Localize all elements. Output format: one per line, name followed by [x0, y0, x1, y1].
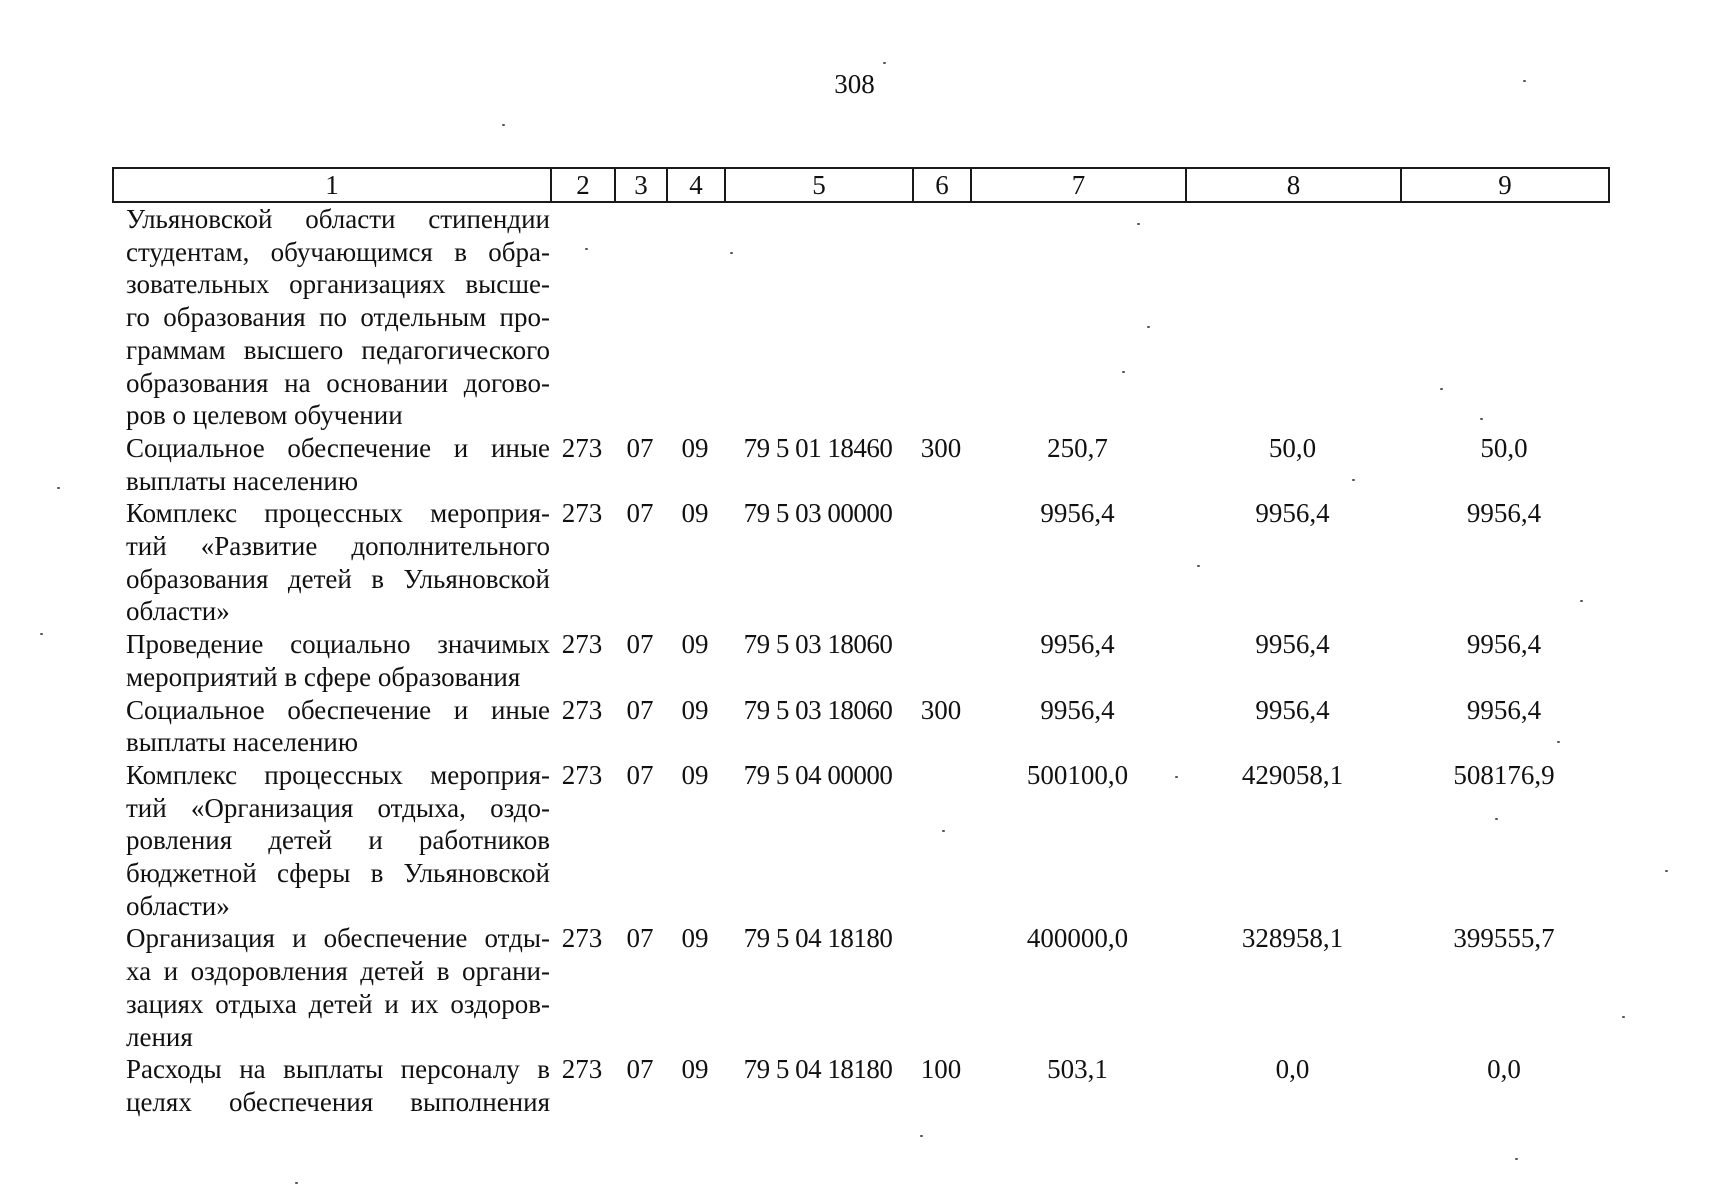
- scan-speck: [1122, 371, 1125, 373]
- subsection-code: 09: [681, 498, 709, 529]
- scan-speck: [942, 830, 945, 832]
- amount-col-7: 9956,4: [1040, 694, 1115, 725]
- table-row: [112, 922, 1622, 1053]
- column-header-4: 4: [667, 168, 725, 202]
- section-code: 07: [626, 759, 654, 790]
- admin-code: 273: [561, 759, 603, 790]
- row-name: [112, 1053, 550, 1118]
- column-header-2: 2: [551, 168, 615, 202]
- scan-speck: [1495, 818, 1498, 820]
- section-code: 07: [626, 923, 654, 954]
- row-name-line: студентам, обучающимся в обра-: [126, 236, 550, 267]
- target-article-code: 79 5 03 18060: [743, 694, 893, 725]
- row-name: [112, 628, 550, 693]
- row-name: [112, 497, 550, 628]
- row-name-line: го образования по отдельным про-: [126, 302, 550, 333]
- target-article-code: 79 5 04 00000: [743, 759, 893, 790]
- admin-code: 273: [561, 629, 603, 660]
- row-name-line: зациях отдыха детей и их оздоров-: [126, 988, 550, 1019]
- row-name-line: образования на основании догово-: [126, 367, 550, 398]
- admin-code: 273: [561, 694, 603, 725]
- amount-col-9: 399555,7: [1453, 923, 1555, 954]
- column-header-row: [112, 167, 1610, 203]
- row-name: [112, 759, 550, 923]
- admin-code: 273: [561, 498, 603, 529]
- target-article-code: 79 5 04 18180: [743, 1054, 893, 1085]
- scan-speck: [1480, 418, 1483, 420]
- row-name-line: тий «Развитие дополнительного: [126, 531, 550, 562]
- section-code: 07: [626, 498, 654, 529]
- amount-col-9: 9956,4: [1466, 694, 1542, 725]
- column-header-1: 1: [113, 168, 551, 202]
- row-name-line: ха и оздоровления детей в органи-: [126, 956, 550, 987]
- scan-speck: [1197, 565, 1200, 567]
- row-name-line: Расходы на выплаты персоналу в: [126, 1054, 550, 1085]
- row-name-line: Комплекс процессных мероприя-: [126, 759, 550, 790]
- target-article-code: 79 5 03 00000: [743, 498, 893, 529]
- scan-speck: [1515, 1158, 1518, 1160]
- table-row: [112, 628, 1622, 693]
- scan-speck: [295, 1182, 298, 1184]
- budget-table-body: [112, 203, 1622, 1119]
- amount-col-9: 9956,4: [1466, 498, 1542, 529]
- table-row: [112, 432, 1622, 497]
- amount-col-9: 50,0: [1480, 432, 1528, 463]
- row-name-line: зовательных организациях высше-: [126, 269, 550, 300]
- scan-speck: [1147, 326, 1150, 328]
- table-row: [112, 1053, 1622, 1118]
- expense-type-code: 100: [920, 1054, 962, 1085]
- subsection-code: 09: [681, 629, 709, 660]
- column-header-3: 3: [615, 168, 667, 202]
- table-row: [112, 203, 1622, 432]
- expense-type-code: 300: [920, 694, 962, 725]
- row-name: [112, 203, 550, 432]
- page-number: 308: [834, 69, 875, 99]
- row-name-line: области»: [126, 890, 230, 921]
- amount-col-7: 400000,0: [1026, 923, 1129, 954]
- row-name-line: выплаты населению: [126, 727, 359, 758]
- row-name-line: Социальное обеспечение и иные: [126, 432, 550, 463]
- amount-col-7: 250,7: [1047, 432, 1108, 463]
- table-row: [112, 759, 1622, 923]
- scan-speck: [1440, 388, 1443, 390]
- target-article-code: 79 5 03 18060: [743, 629, 893, 660]
- scan-speck: [57, 487, 60, 489]
- target-article-code: 79 5 01 18460: [743, 432, 893, 463]
- row-name-line: образования детей в Ульяновской: [126, 563, 550, 594]
- row-name-line: мероприятий в сфере образования: [126, 661, 521, 692]
- amount-col-8: 9956,4: [1255, 694, 1330, 725]
- row-name-line: граммам высшего педагогического: [126, 334, 550, 365]
- scan-speck: [40, 633, 43, 635]
- scan-speck: [1557, 741, 1560, 743]
- amount-col-9: 508176,9: [1453, 759, 1555, 790]
- row-name-line: бюджетной сферы в Ульяновской: [126, 858, 550, 889]
- scan-speck: [1175, 776, 1178, 778]
- row-name: [112, 922, 550, 1053]
- row-name-line: области»: [126, 596, 230, 627]
- column-header-8: 8: [1186, 168, 1401, 202]
- row-name-line: тий «Организация отдыха, оздо-: [126, 792, 550, 823]
- subsection-code: 09: [681, 694, 709, 725]
- scan-speck: [883, 62, 886, 64]
- row-name-line: Проведение социально значимых: [126, 629, 550, 660]
- scan-speck: [920, 1135, 923, 1137]
- section-code: 07: [626, 629, 654, 660]
- admin-code: 273: [561, 923, 603, 954]
- row-name-line: Комплекс процессных мероприя-: [126, 498, 550, 529]
- section-code: 07: [626, 1054, 654, 1085]
- table-row: [112, 497, 1622, 628]
- amount-col-7: 500100,0: [1026, 759, 1129, 790]
- amount-col-9: 9956,4: [1466, 629, 1542, 660]
- expense-type-code: 300: [920, 432, 962, 463]
- amount-col-7: 503,1: [1047, 1054, 1108, 1085]
- row-name-line: Социальное обеспечение и иные: [126, 694, 550, 725]
- scan-speck: [1523, 80, 1526, 82]
- amount-col-8: 429058,1: [1241, 759, 1344, 790]
- scan-speck: [1352, 479, 1355, 481]
- scan-speck: [1622, 1016, 1625, 1018]
- admin-code: 273: [561, 432, 603, 463]
- subsection-code: 09: [681, 432, 709, 463]
- scan-speck: [730, 252, 733, 254]
- target-article-code: 79 5 04 18180: [743, 923, 893, 954]
- amount-col-7: 9956,4: [1040, 629, 1115, 660]
- scan-speck: [585, 248, 588, 250]
- section-code: 07: [626, 432, 654, 463]
- subsection-code: 09: [681, 759, 709, 790]
- amount-col-8: 50,0: [1268, 432, 1317, 463]
- amount-col-8: 328958,1: [1241, 923, 1344, 954]
- amount-col-8: 9956,4: [1255, 629, 1330, 660]
- row-name-line: целях обеспечения выполнения: [126, 1086, 550, 1117]
- row-name-line: ления: [126, 1021, 193, 1052]
- row-name-line: ровления детей и работников: [126, 825, 550, 856]
- column-header-5: 5: [725, 168, 913, 202]
- row-name-line: ров о целевом обучении: [126, 400, 403, 431]
- scan-speck: [1137, 223, 1140, 225]
- table-row: [112, 694, 1622, 759]
- row-name-line: выплаты населению: [126, 465, 359, 496]
- amount-col-9: 0,0: [1487, 1054, 1521, 1085]
- amount-col-7: 9956,4: [1040, 498, 1115, 529]
- section-code: 07: [626, 694, 654, 725]
- amount-col-8: 0,0: [1275, 1054, 1310, 1085]
- admin-code: 273: [561, 1054, 603, 1085]
- subsection-code: 09: [681, 1054, 709, 1085]
- row-name: [112, 694, 550, 759]
- amount-col-8: 9956,4: [1255, 498, 1330, 529]
- scan-speck: [1580, 600, 1583, 602]
- column-header-6: 6: [913, 168, 971, 202]
- column-header-9: 9: [1401, 168, 1609, 202]
- row-name-line: Ульяновской области стипендии: [126, 204, 550, 234]
- scan-speck: [502, 124, 505, 126]
- column-header-7: 7: [971, 168, 1186, 202]
- row-name: [112, 432, 550, 497]
- row-name-line: Организация и обеспечение отды-: [126, 923, 550, 954]
- scan-speck: [1665, 870, 1668, 872]
- subsection-code: 09: [681, 923, 709, 954]
